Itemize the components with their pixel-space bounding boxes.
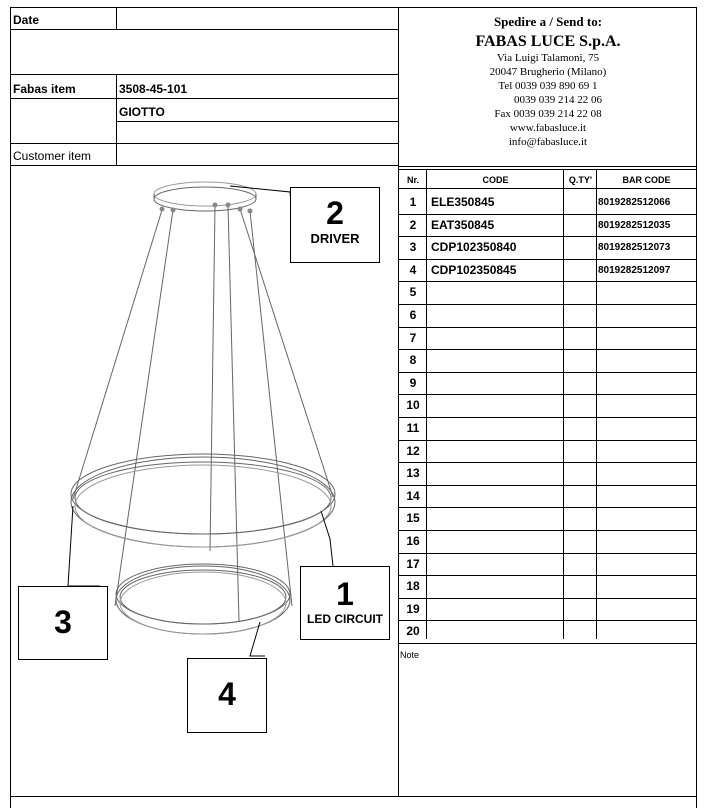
- col-header-code: CODE: [482, 175, 509, 185]
- row-divider: [398, 620, 696, 621]
- row-divider: [398, 349, 696, 350]
- wire-anchor: [171, 208, 176, 213]
- row-code: CDP102350840: [431, 240, 517, 254]
- row-divider: [398, 485, 696, 486]
- row-number: 19: [406, 602, 420, 616]
- row-divider: [398, 417, 696, 418]
- grid-line: [116, 74, 117, 166]
- row-number: 18: [406, 579, 420, 593]
- row-number: 4: [409, 263, 417, 277]
- row-number: 2: [409, 218, 417, 232]
- leader-line-1: [321, 511, 333, 566]
- suspension-wire: [228, 206, 239, 621]
- address-street: Via Luigi Talamoni, 75: [496, 52, 600, 64]
- address-city: 20047 Brugherio (Milano): [489, 66, 607, 78]
- row-divider: [398, 394, 696, 395]
- frame-bottom: [10, 796, 697, 797]
- date-label: Date: [13, 13, 40, 27]
- grid-line: [10, 143, 398, 144]
- row-divider: [398, 553, 696, 554]
- row-number: 17: [406, 557, 420, 571]
- row-number: 5: [409, 285, 417, 299]
- row-divider: [398, 236, 696, 237]
- grid-line: [10, 98, 398, 99]
- address-tel-2: 0039 039 214 22 06: [514, 94, 602, 106]
- row-barcode: 8019282512073: [598, 242, 671, 253]
- row-number: 8: [409, 353, 417, 367]
- grid-line: [10, 74, 398, 75]
- row-divider: [398, 372, 696, 373]
- row-number: 6: [409, 308, 417, 322]
- row-number: 16: [406, 534, 420, 548]
- suspension-wire: [73, 210, 162, 499]
- leader-line-4: [250, 622, 265, 656]
- row-divider: [398, 530, 696, 531]
- grid-line: [426, 169, 427, 639]
- row-divider: [398, 259, 696, 260]
- fabas-item-code: 3508-45-101: [119, 82, 188, 96]
- row-number: 12: [406, 444, 420, 458]
- address-tel: Tel 0039 039 890 69 1: [498, 80, 598, 92]
- send-to-heading: Spedire a / Send to:: [493, 14, 603, 29]
- row-divider: [398, 598, 696, 599]
- row-number: 14: [406, 489, 420, 503]
- callout-driver-number: 2: [326, 195, 344, 231]
- callout-led-circuit: [300, 566, 390, 640]
- col-header-barcode: BAR CODE: [622, 175, 671, 185]
- address-email: info@fabasluce.it: [508, 136, 588, 148]
- row-divider: [398, 304, 696, 305]
- row-divider: [398, 507, 696, 508]
- company-name: FABAS LUCE S.p.A.: [475, 33, 621, 50]
- grid-line: [116, 121, 398, 122]
- wire-anchor: [238, 207, 243, 212]
- callout-4-number: 4: [218, 676, 236, 712]
- row-number: 1: [409, 195, 417, 209]
- grid-line: [596, 169, 597, 639]
- customer-item-label: Customer item: [13, 149, 92, 163]
- row-number: 3: [409, 240, 417, 254]
- grid-line: [10, 29, 398, 30]
- address-fax: Fax 0039 039 214 22 08: [494, 108, 602, 120]
- row-number: 11: [406, 421, 420, 435]
- row-divider: [398, 440, 696, 441]
- callout-driver: [290, 187, 380, 263]
- row-divider: [398, 575, 696, 576]
- row-number: 13: [406, 466, 420, 480]
- callout-3-number: 3: [54, 604, 72, 640]
- callout-3: [18, 586, 108, 660]
- leader-line-2: [230, 186, 293, 223]
- callout-led-number: 1: [336, 576, 354, 612]
- suspension-wire: [210, 206, 215, 551]
- row-number: 7: [409, 331, 417, 345]
- grid-line: [563, 169, 564, 639]
- wire-anchor: [226, 203, 231, 208]
- grid-line: [398, 188, 696, 189]
- col-header-qty: Q.TY': [568, 175, 593, 185]
- row-number: 10: [406, 398, 420, 412]
- wire-anchor: [160, 207, 165, 212]
- row-divider: [398, 327, 696, 328]
- row-barcode: 8019282512097: [598, 265, 671, 276]
- row-number: 9: [409, 376, 417, 390]
- row-number: 20: [406, 624, 420, 638]
- address-web: www.fabasluce.it: [509, 122, 587, 134]
- row-barcode: 8019282512066: [598, 197, 671, 208]
- fabas-item-name: GIOTTO: [119, 105, 165, 119]
- callout-led-label: LED CIRCUIT: [307, 612, 383, 626]
- wire-anchor: [248, 209, 253, 214]
- row-divider: [398, 462, 696, 463]
- row-divider: [398, 281, 696, 282]
- row-code: CDP102350845: [431, 263, 517, 277]
- row-number: 15: [406, 511, 420, 525]
- small-ring: [116, 564, 290, 634]
- row-divider: [398, 643, 696, 644]
- wire-anchor: [213, 203, 218, 208]
- row-divider: [398, 214, 696, 215]
- row-code: EAT350845: [431, 218, 495, 232]
- grid-line: [398, 169, 696, 170]
- note-label: Note: [400, 650, 420, 660]
- callout-4: [187, 658, 267, 733]
- fabas-item-label: Fabas item: [13, 82, 76, 96]
- grid-line: [116, 7, 117, 30]
- suspension-wire: [250, 211, 292, 606]
- callout-driver-label: DRIVER: [310, 231, 360, 246]
- large-ring: [71, 454, 335, 547]
- col-header-nr: Nr.: [406, 175, 419, 185]
- row-code: ELE350845: [431, 195, 495, 209]
- row-barcode: 8019282512035: [598, 220, 671, 231]
